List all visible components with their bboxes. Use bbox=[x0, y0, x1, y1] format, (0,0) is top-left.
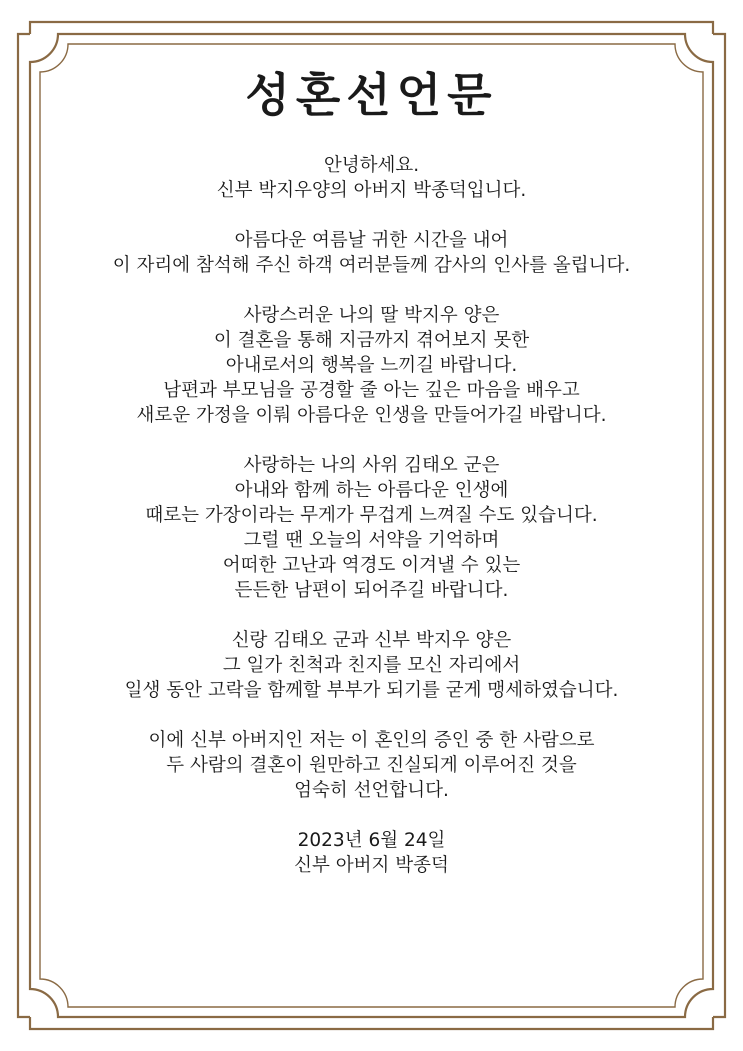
text-line: 남편과 부모님을 공경할 줄 아는 깊은 마음을 배우고 bbox=[163, 380, 580, 401]
corner-ornament-bottom-left bbox=[18, 987, 60, 1029]
text-line: 사랑스러운 나의 딸 박지우 양은 bbox=[243, 305, 500, 326]
text-line: 엄숙히 선언합니다. bbox=[294, 780, 449, 801]
declaration-body bbox=[60, 153, 683, 878]
text-line: 신부 박지우양의 아버지 박종덕입니다. bbox=[216, 180, 527, 201]
text-line: 이 자리에 참석해 주신 하객 여러분들께 감사의 인사를 올립니다. bbox=[112, 255, 631, 276]
text-line: 어떠한 고난과 역경도 이겨낼 수 있는 bbox=[222, 555, 521, 576]
groom-paragraph bbox=[60, 453, 683, 603]
text-line: 이에 신부 아버지인 저는 이 혼인의 증인 중 한 사람으로 bbox=[148, 730, 595, 751]
vow-paragraph bbox=[60, 628, 683, 703]
corner-ornament-top-right bbox=[683, 22, 725, 64]
declaration-paragraph bbox=[60, 728, 683, 803]
text-line: 안녕하세요. bbox=[323, 155, 420, 176]
corner-ornament-bottom-right bbox=[683, 987, 725, 1029]
text-line: 신랑 김태오 군과 신부 박지우 양은 bbox=[231, 630, 512, 651]
signature-block bbox=[60, 828, 683, 878]
document-title: 성혼선언문 bbox=[245, 68, 498, 122]
document-date: 2023년 6월 24일 bbox=[297, 830, 446, 851]
bride-paragraph bbox=[60, 303, 683, 428]
text-line: 이 결혼을 통해 지금까지 겪어보지 못한 bbox=[213, 330, 530, 351]
thanks-paragraph bbox=[60, 228, 683, 278]
text-line: 아내와 함께 하는 아름다운 인생에 bbox=[234, 480, 509, 501]
text-line: 새로운 가정을 이뤄 아름다운 인생을 만들어가길 바랍니다. bbox=[136, 405, 607, 426]
corner-ornament-top-left bbox=[18, 22, 60, 64]
text-line: 일생 동안 고락을 함께할 부부가 되기를 굳게 맹세하였습니다. bbox=[124, 680, 619, 701]
text-line: 두 사람의 결혼이 원만하고 진실되게 이루어진 것을 bbox=[166, 755, 577, 776]
text-line: 아름다운 여름날 귀한 시간을 내어 bbox=[234, 230, 509, 251]
text-line: 아내로서의 행복을 느끼길 바랍니다. bbox=[225, 355, 518, 376]
text-line: 때로는 가장이라는 무게가 무겁게 느껴질 수도 있습니다. bbox=[145, 505, 598, 526]
text-line: 그럴 땐 오늘의 서약을 기억하며 bbox=[243, 530, 500, 551]
greeting-paragraph bbox=[60, 153, 683, 203]
text-line: 그 일가 친척과 친지를 모신 자리에서 bbox=[222, 655, 521, 676]
text-line: 사랑하는 나의 사위 김태오 군은 bbox=[243, 455, 500, 476]
signatory-name: 신부 아버지 박종덕 bbox=[294, 855, 449, 876]
text-line: 든든한 남편이 되어주길 바랍니다. bbox=[234, 580, 509, 601]
